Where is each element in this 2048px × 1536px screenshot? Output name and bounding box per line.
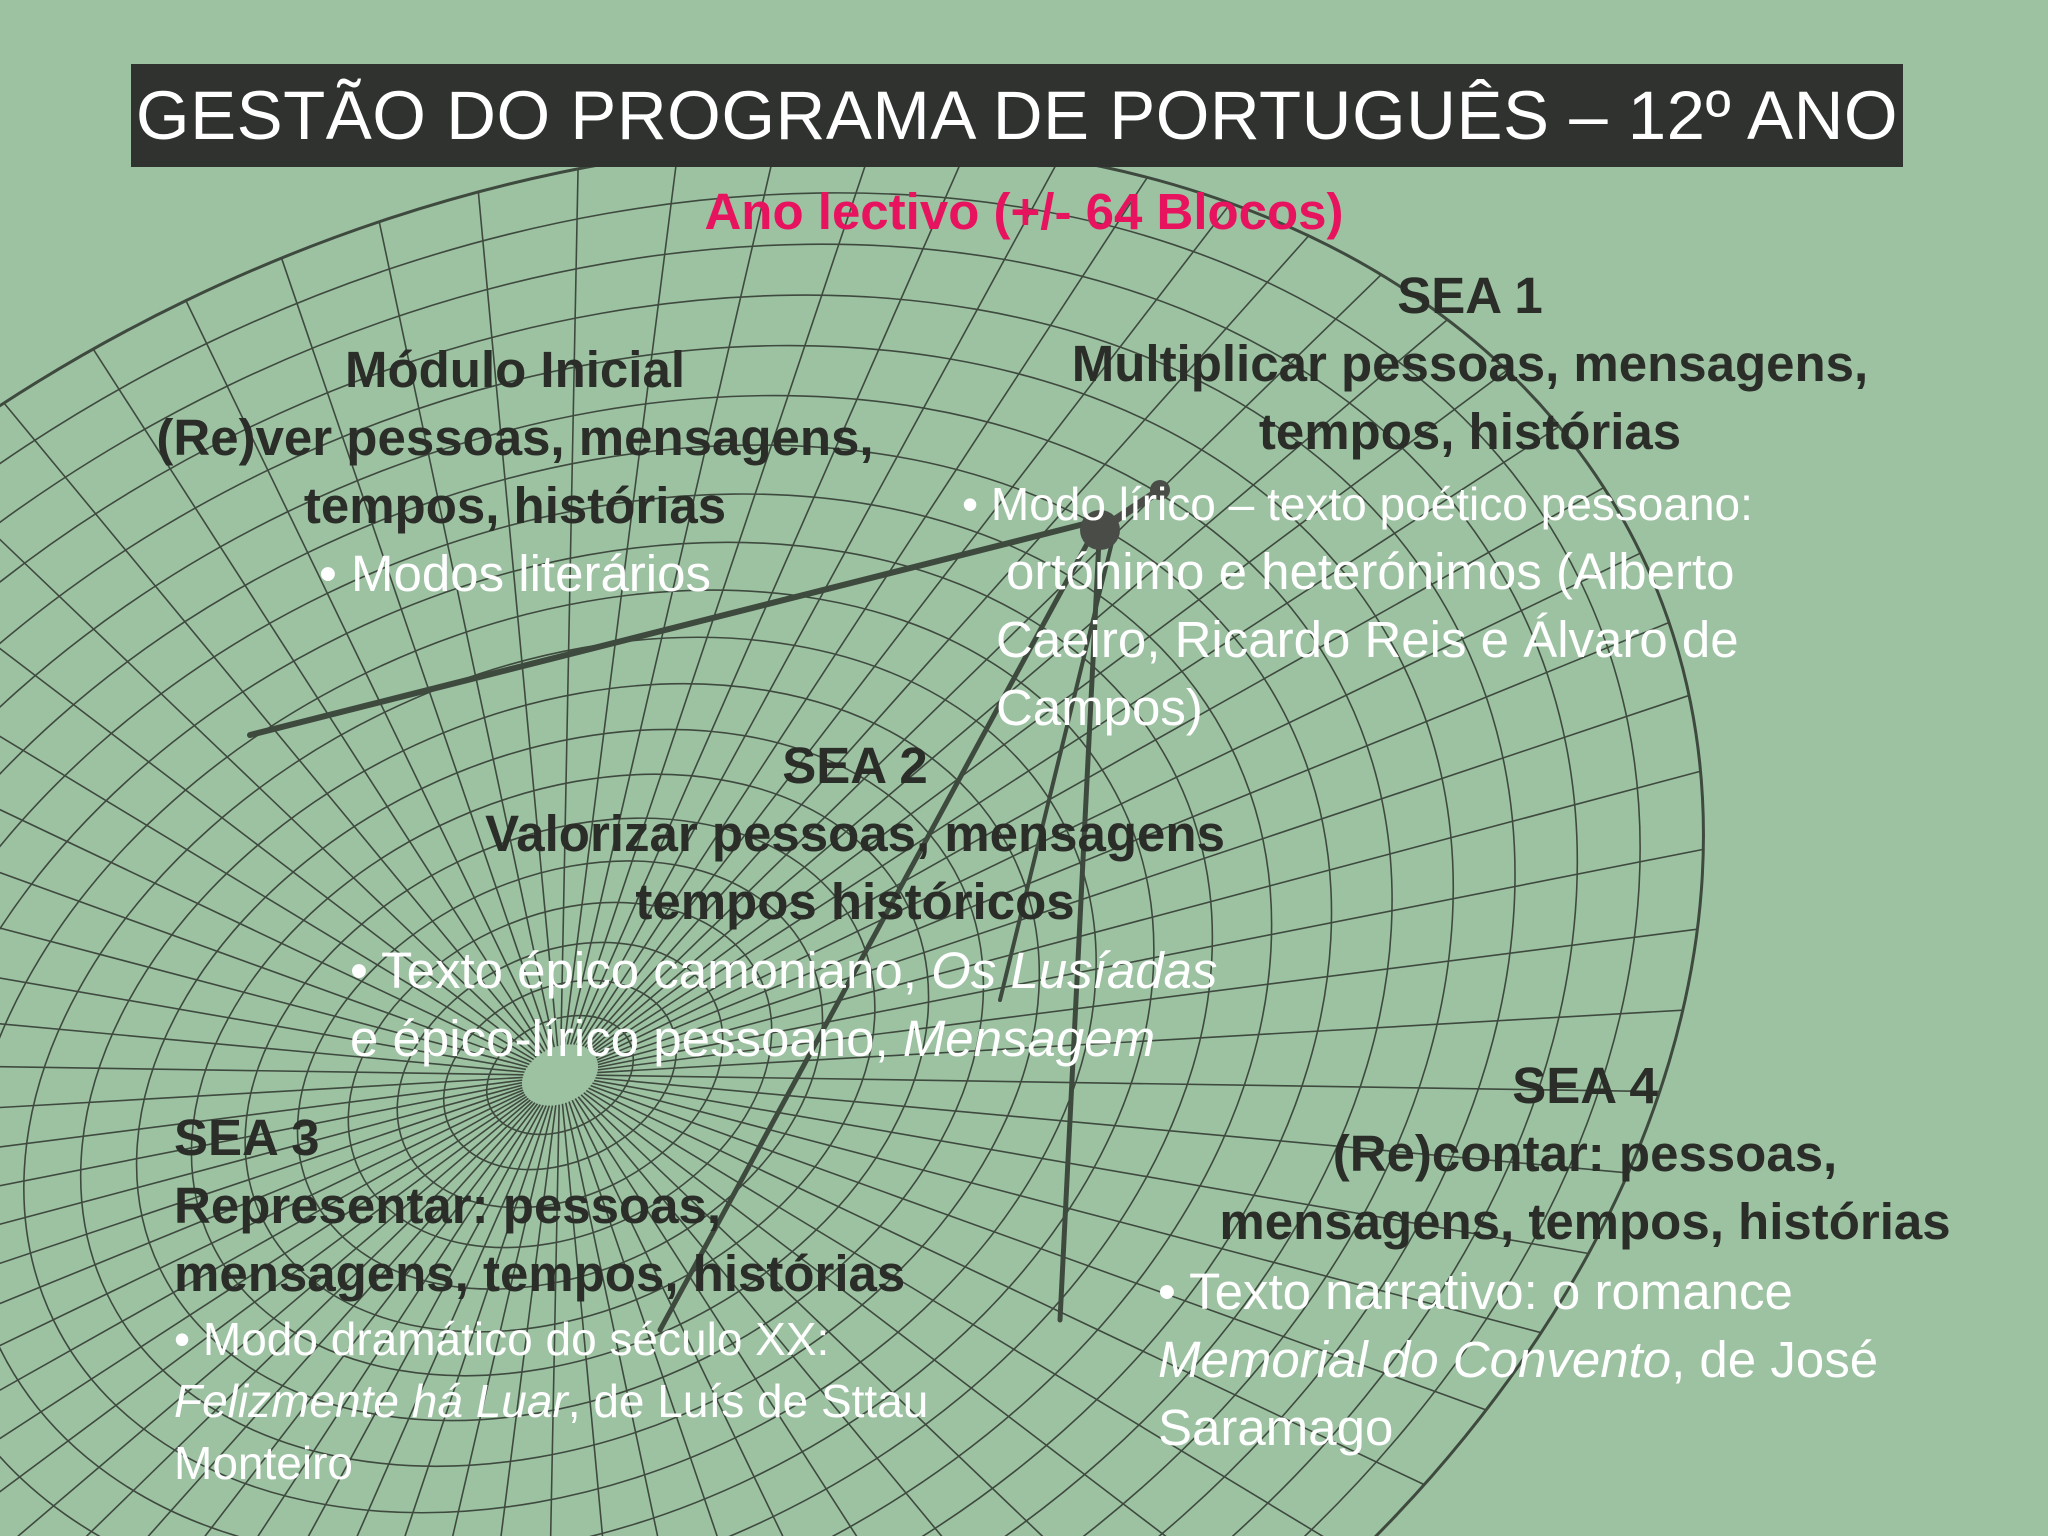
sea2-os-lusiadas: Os Lusíadas: [931, 942, 1218, 999]
sea2-bullet1-text: • Texto épico camoniano,: [350, 942, 932, 999]
sea1-line2: tempos, histórias: [1258, 403, 1682, 460]
sea1-line1: Multiplicar pessoas, mensagens,: [1071, 335, 1869, 392]
sea3-bullet-line3: Monteiro: [174, 1437, 353, 1489]
sea4-heading: SEA 4: [1512, 1057, 1658, 1114]
sea2-line2: tempos históricos: [635, 873, 1075, 930]
sea2-bullet2-text: e épico-lírico pessoano,: [350, 1010, 903, 1067]
sea3-bullet2-text: , de Luís de Sttau: [567, 1375, 929, 1427]
sea4-bullet-line2: [1158, 1326, 1878, 1394]
sea3-felizmente-ha-luar: Felizmente há Luar: [174, 1375, 568, 1427]
sea3-bullet-line2: [174, 1370, 928, 1432]
title-bar: [131, 64, 1903, 167]
sea3-heading: SEA 3: [174, 1109, 320, 1166]
sea4-bullet2-text: , de José: [1671, 1331, 1879, 1388]
sea4-bullets: [1158, 1258, 1878, 1462]
sea4-line1: (Re)contar: pessoas,: [1332, 1125, 1838, 1182]
sea1-bullet-line2: ortónimo e heterónimos (Alberto: [1006, 543, 1735, 600]
sea4-bullet-line1: • Texto narrativo: o romance: [1158, 1263, 1793, 1320]
sea3-line2: mensagens, tempos, histórias: [174, 1245, 906, 1302]
sea1-bullet-line1: • Modo lírico – texto poético pessoano:: [962, 478, 1753, 530]
sea2-block: [400, 732, 1310, 936]
sea1-bullet-line4: Campos): [996, 679, 1203, 736]
sea4-memorial-do-convento: Memorial do Convento: [1158, 1331, 1672, 1388]
sea1-heading: SEA 1: [1397, 267, 1543, 324]
sea2-mensagem: Mensagem: [902, 1010, 1156, 1067]
modulo-inicial-bullet: • Modos literários: [319, 545, 711, 602]
modulo-inicial-line1: (Re)ver pessoas, mensagens,: [156, 409, 874, 466]
sea3-line1: Representar: pessoas,: [174, 1177, 722, 1234]
sea2-bullet-line2: [350, 1005, 1217, 1073]
sea2-bullets: [350, 937, 1217, 1073]
modulo-inicial-line2: tempos, histórias: [303, 477, 727, 534]
modulo-inicial-block: [110, 336, 920, 608]
sea4-line2: mensagens, tempos, histórias: [1219, 1193, 1951, 1250]
slide-title: GESTÃO DO PROGRAMA DE PORTUGUÊS – 12º ANO: [135, 77, 1899, 154]
sea2-line1: Valorizar pessoas, mensagens: [485, 805, 1225, 862]
sea1-bullets: [962, 470, 1753, 742]
sea1-bullet-line3: Caeiro, Ricardo Reis e Álvaro de: [996, 611, 1739, 668]
sea2-heading: SEA 2: [782, 737, 928, 794]
sea3-bullet-line1: • Modo dramático do século XX:: [174, 1313, 830, 1365]
sea1-block: [1010, 262, 1930, 466]
slide-subtitle: Ano lectivo (+/- 64 Blocos): [704, 183, 1344, 240]
modulo-inicial-heading: Módulo Inicial: [345, 341, 685, 398]
sea4-block: [1130, 1052, 2040, 1256]
sea4-bullet-line3: Saramago: [1158, 1399, 1394, 1456]
sea3-block: [174, 1104, 928, 1494]
sea2-bullet-line1: [350, 937, 1217, 1005]
